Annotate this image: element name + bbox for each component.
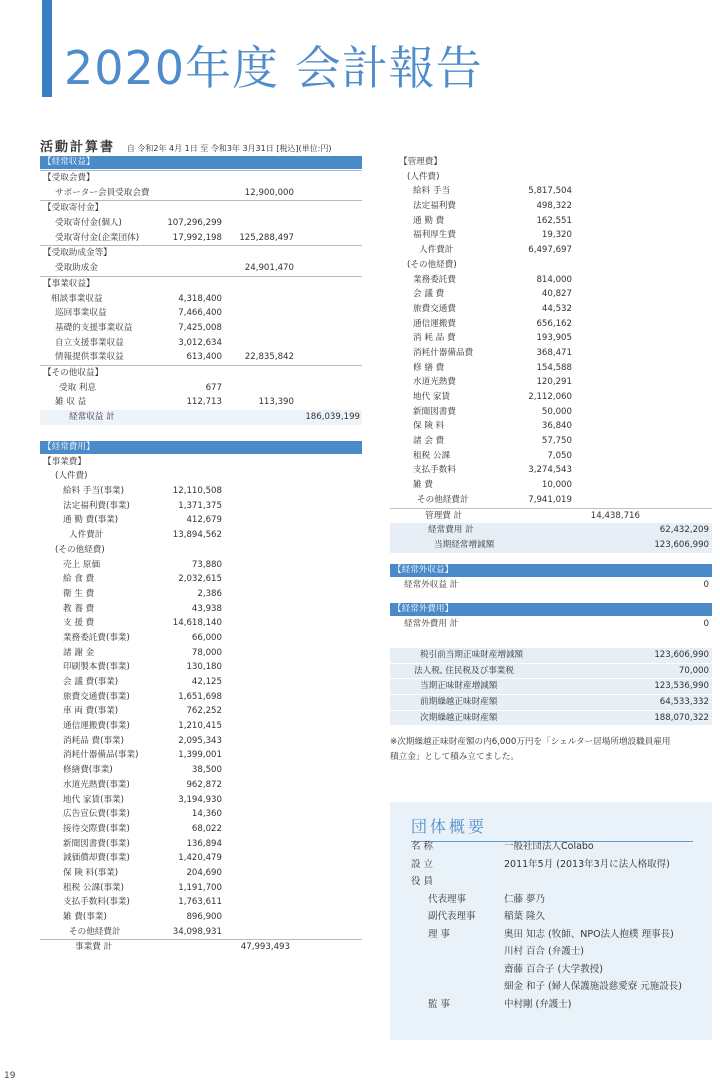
profile-value: 奥田 知志 (牧師、NPO法人抱樸 理事長) (504, 928, 674, 940)
row-label: 【受取寄付金】 (43, 203, 104, 214)
left-statement-column (40, 156, 362, 955)
row-label: 【受取会費】 (43, 173, 95, 183)
amount-col1: 40,827 (541, 289, 572, 300)
amount-col1: 34,098,931 (172, 926, 222, 937)
amount-col1: 120,291 (536, 377, 572, 388)
expense-row (40, 513, 362, 528)
admin-row (390, 375, 712, 390)
profile-value: 2011年5月 (2013年3月に法人格取得) (504, 858, 670, 870)
amount-col1: 7,050 (547, 450, 572, 461)
row-label: 水道光熱費(事業) (63, 779, 130, 790)
income-row (40, 245, 362, 261)
expense-row (40, 587, 362, 602)
amount-col1: 12,110,508 (172, 486, 222, 497)
expense-row (40, 822, 362, 837)
amount-col2: 22,835,842 (244, 352, 294, 363)
statement-subtitle (40, 136, 331, 155)
amount-col1: 1,399,001 (178, 750, 222, 761)
row-label: 接待交際費(事業) (63, 823, 130, 834)
nonop-income-header: 【経常外収益】 (390, 564, 712, 577)
row-label: 法定福利費 (413, 201, 456, 212)
row-label: 【事業収益】 (43, 278, 95, 289)
row-label: 保 険 料 (413, 421, 445, 432)
amount-col1: 73,880 (191, 559, 222, 570)
amount-col1: 154,588 (536, 362, 572, 373)
amount-col1: 17,992,198 (172, 232, 222, 243)
row-label: 売上 原価 (63, 559, 101, 570)
summary-rows (390, 648, 712, 725)
expense-row (40, 895, 362, 910)
statement-period: 自 令和2年 4月 1日 至 令和3年 3月31日 [税込](単位:円) (126, 144, 332, 153)
profile-value: 川村 百合 (弁護士) (504, 946, 584, 957)
row-label: 広告宣伝費(事業) (63, 809, 130, 820)
profile-value: 仁藤 夢乃 (504, 893, 546, 905)
row-label: 通 勤 費(事業) (63, 515, 119, 526)
row-label: 税引前当期正味財産増減額 (420, 649, 524, 660)
row-label: 衛 生 費 (63, 588, 95, 599)
expense-row (40, 704, 362, 719)
amount-col1: 2,112,060 (528, 392, 572, 402)
row-label: 受取 利息 (59, 382, 97, 393)
row-label: (人件費) (55, 471, 88, 482)
row-label: 相談事業収益 (51, 293, 103, 304)
amount-col1: 368,471 (536, 347, 572, 358)
amount-col1: 7,425,008 (178, 322, 222, 333)
summary-row (390, 695, 712, 710)
section-spacer (390, 592, 712, 603)
income-row (40, 216, 362, 231)
expense-row (40, 939, 362, 955)
row-label: 【受取助成金等】 (43, 248, 112, 259)
row-label: 管理費 計 (425, 510, 463, 521)
expense-row (40, 734, 362, 749)
admin-row (390, 317, 712, 332)
row-label: (人件費) (407, 171, 440, 182)
expense-row (40, 807, 362, 822)
amount-col1: 43,938 (191, 603, 222, 614)
row-label: 自立支援事業収益 (55, 337, 124, 348)
row-label: 給 食 費 (63, 574, 95, 585)
row-label: 旅費交通費(事業) (63, 691, 130, 702)
profile-value: 稲葉 隆久 (504, 911, 546, 922)
amount-col1: 19,320 (541, 230, 572, 241)
admin-row (390, 508, 712, 524)
amount-col1: 14,360 (191, 809, 222, 820)
income-row (40, 365, 362, 381)
row-label: 減価償却費(事業) (63, 853, 130, 864)
income-row (40, 170, 362, 186)
row-label: 通 勤 費 (413, 215, 445, 226)
row-label: 新聞図書費(事業) (63, 838, 130, 849)
income-row (40, 292, 362, 307)
row-value: 123,536,990 (654, 681, 709, 692)
amount-col1: 762,252 (186, 706, 222, 717)
row-label: 印刷製本費(事業) (63, 662, 130, 673)
note-line: ※次期繰越正味財産額の内6,000万円を「シェルター居場所増設職員雇用 (390, 737, 671, 748)
nonop-expense-label: 経常外費用 計 (404, 619, 459, 630)
statement-title: 活動計算書 (40, 140, 116, 155)
amount-col1: 10,000 (541, 480, 572, 491)
organization-profile (390, 802, 712, 1040)
expense-row (40, 558, 362, 573)
profile-heading: 団体概要 (411, 814, 693, 842)
row-label: 教 養 費 (63, 603, 95, 614)
expense-row (40, 910, 362, 925)
amount-col1: 193,905 (536, 333, 572, 344)
amount-col1: 1,210,415 (178, 721, 222, 732)
expense-row (40, 602, 362, 617)
row-label: 当期正味財産増減額 (420, 681, 498, 692)
income-row (40, 186, 362, 201)
income-row (40, 410, 362, 425)
income-row (40, 276, 362, 292)
expense-row (40, 616, 362, 631)
amount-col1: 3,012,634 (178, 337, 222, 348)
admin-row (390, 170, 712, 185)
row-label: 修 繕 費 (413, 362, 445, 373)
amount-col1: 3,194,930 (178, 794, 222, 805)
expense-row (40, 925, 362, 940)
amount-col1: 4,318,400 (178, 293, 222, 304)
row-value: 64,533,332 (659, 697, 709, 707)
amount-col1: 42,125 (191, 677, 222, 687)
row-label: サポーター会員受取会費 (55, 187, 150, 198)
expense-row (40, 484, 362, 499)
nonop-income-row (390, 578, 712, 593)
expense-row (40, 793, 362, 808)
admin-row (390, 463, 712, 478)
row-label: 租税 公課 (413, 450, 451, 461)
expense-row (40, 881, 362, 896)
row-label: 福利厚生費 (413, 230, 456, 241)
admin-row (390, 287, 712, 302)
expense-row (40, 528, 362, 543)
admin-row (390, 346, 712, 361)
row-label: 保 険 料(事業) (63, 867, 119, 878)
profile-label: 理 事 (428, 928, 451, 940)
row-label: 消 耗 品 費 (413, 333, 456, 344)
nonop-expense-value: 0 (703, 619, 709, 630)
change-row (390, 538, 712, 553)
admin-row (390, 155, 712, 170)
amount-col1: 107,296,299 (167, 218, 222, 229)
profile-value: 細金 和子 (婦人保護施設慈愛寮 元施設長) (504, 981, 682, 992)
expense-total-value: 62,432,209 (659, 525, 709, 536)
row-label: 支 援 費 (63, 618, 95, 629)
row-label: 法定福利費(事業) (63, 500, 130, 511)
row-label: 消耗什器備品(事業) (63, 750, 139, 761)
admin-row (390, 273, 712, 288)
amount-col1: 896,900 (186, 912, 222, 922)
note-line: 積立金」として積み立てました。 (390, 752, 519, 763)
income-section-header: 【経常収益】 (40, 156, 362, 169)
income-row (40, 381, 362, 396)
amount-col1: 613,400 (186, 352, 222, 363)
row-label: 雑 収 益 (55, 397, 87, 408)
expense-row (40, 690, 362, 705)
amount-col1: 204,690 (186, 867, 222, 878)
expense-row (40, 646, 362, 661)
amount-col1: 1,651,698 (178, 691, 222, 702)
admin-row (390, 243, 712, 258)
amount-col1: 1,763,611 (178, 897, 222, 908)
amount-col1: 962,872 (186, 779, 222, 790)
profile-value: 中村剛 (弁護士) (504, 998, 572, 1010)
expense-row (40, 543, 362, 558)
income-rows (40, 170, 362, 425)
amount-col1: 498,322 (536, 201, 572, 212)
admin-row (390, 478, 712, 493)
amount-col1: 2,032,615 (178, 574, 222, 585)
admin-row (390, 405, 712, 420)
amount-col1: 3,274,543 (528, 465, 572, 476)
admin-row (390, 361, 712, 376)
admin-row (390, 493, 712, 508)
amount-col2: 113,390 (258, 397, 294, 408)
income-row (40, 306, 362, 321)
row-label: 諸 会 費 (413, 436, 445, 447)
nonop-expense-header: 【経常外費用】 (390, 603, 712, 616)
row-label: 会 議 費 (413, 289, 445, 300)
section-spacer (390, 553, 712, 564)
row-label: 諸 謝 金 (63, 647, 95, 658)
amount-col1: 7,466,400 (178, 308, 222, 319)
row-label: 次期繰越正味財産額 (420, 712, 498, 723)
change-label: 当期経常増減額 (434, 539, 495, 550)
row-label: 法人税, 住民税及び事業税 (414, 665, 514, 676)
amount-col1: 162,551 (536, 215, 572, 226)
summary-row (390, 648, 712, 663)
row-label: 受取寄付金(個人) (55, 218, 122, 229)
admin-row (390, 390, 712, 405)
amount-col1: 2,386 (197, 588, 222, 599)
row-label: 前期繰越正味財産額 (420, 697, 498, 707)
income-row (40, 231, 362, 246)
expense-row (40, 572, 362, 587)
row-label: 【その他収益】 (43, 367, 104, 378)
row-label: 業務委託費(事業) (63, 632, 130, 643)
amount-col1: 1,371,375 (178, 500, 222, 511)
expense-row (40, 866, 362, 881)
row-label: 通信運搬費(事業) (63, 721, 130, 732)
row-label: 地代 家賃 (413, 392, 451, 402)
admin-row (390, 419, 712, 434)
expense-row (40, 763, 362, 778)
row-label: 情報提供事業収益 (55, 352, 124, 363)
row-label: 受取助成金 (55, 263, 98, 274)
amount-col2: 14,438,716 (590, 510, 640, 521)
row-label: 新聞図書費 (413, 406, 456, 417)
row-label: 経常収益 計 (69, 412, 115, 422)
page-title: 2020年度 会計報告 (64, 41, 483, 95)
amount-col1: 7,941,019 (528, 494, 572, 505)
expense-row (40, 660, 362, 675)
row-label: (その他経費) (407, 259, 457, 270)
profile-label: 監 事 (428, 998, 451, 1010)
amount-col1: 13,894,562 (172, 530, 222, 541)
amount-col1: 14,618,140 (172, 618, 222, 629)
expense-row (40, 748, 362, 763)
row-label: その他経費計 (417, 494, 469, 505)
profile-label: 名 称 (411, 841, 434, 852)
amount-col1: 814,000 (536, 274, 572, 285)
amount-col1: 57,750 (541, 436, 572, 447)
expense-rows (40, 455, 362, 955)
expense-row (40, 675, 362, 690)
summary-row (390, 679, 712, 694)
row-label: 巡回事業収益 (55, 308, 107, 319)
amount-col1: 50,000 (541, 406, 572, 417)
admin-row (390, 331, 712, 346)
row-label: 支払手数料 (413, 465, 456, 476)
amount-col1: 1,420,479 (178, 853, 222, 864)
profile-value: 一般社団法人Colabo (504, 841, 594, 852)
admin-row (390, 302, 712, 317)
row-value: 70,000 (678, 665, 709, 676)
admin-row (390, 449, 712, 464)
expense-row (40, 837, 362, 852)
admin-row (390, 228, 712, 243)
nonop-income-label: 経常外収益 計 (404, 579, 459, 590)
income-row (40, 395, 362, 410)
right-statement-column (390, 155, 712, 765)
admin-rows (390, 155, 712, 523)
amount-col1: 412,679 (186, 515, 222, 526)
row-label: 人件費計 (419, 245, 454, 256)
row-label: 租税 公課(事業) (63, 882, 124, 893)
income-row (40, 336, 362, 351)
expense-row (40, 778, 362, 793)
income-row (40, 200, 362, 216)
row-label: 人件費計 (69, 530, 104, 541)
row-label: 通信運搬費 (413, 318, 456, 329)
expense-total-row (390, 523, 712, 538)
row-label: 【事業費】 (43, 456, 86, 467)
profile-value: 齋藤 百合子 (大学教授) (504, 963, 603, 975)
nonop-expense-row (390, 617, 712, 632)
expense-row (40, 499, 362, 514)
admin-row (390, 184, 712, 199)
row-label: 修繕費(事業) (63, 765, 113, 776)
expense-row (40, 631, 362, 646)
amount-col3: 186,039,199 (305, 412, 360, 422)
row-label: 会 議 費(事業) (63, 677, 119, 687)
row-label: 車 両 費(事業) (63, 706, 119, 717)
admin-row (390, 214, 712, 229)
row-label: 基礎的支援事業収益 (55, 322, 133, 333)
expense-section-header: 【経常費用】 (40, 441, 362, 454)
admin-row (390, 258, 712, 273)
expense-row (40, 469, 362, 484)
income-row (40, 261, 362, 276)
expense-row (40, 851, 362, 866)
row-label: 消耗品 費(事業) (63, 735, 124, 746)
profile-label: 代表理事 (428, 893, 467, 905)
amount-col1: 130,180 (186, 662, 222, 673)
amount-col1: 5,817,504 (528, 186, 572, 197)
amount-col1: 6,497,697 (528, 245, 572, 256)
amount-col1: 1,191,700 (178, 882, 222, 893)
row-label: 給料 手当 (413, 186, 451, 197)
row-label: 給料 手当(事業) (63, 486, 124, 497)
row-label: 雑 費 (413, 480, 433, 491)
reserve-note (390, 735, 712, 765)
row-label: 旅費交通費 (413, 303, 456, 314)
row-value: 123,606,990 (654, 649, 709, 660)
amount-col1: 78,000 (191, 647, 222, 658)
section-spacer (40, 425, 362, 441)
profile-label: 設 立 (411, 858, 434, 870)
amount-col1: 68,022 (191, 823, 222, 834)
row-label: 水道光熱費 (413, 377, 456, 388)
admin-row (390, 199, 712, 214)
profile-label: 副代表理事 (428, 911, 476, 922)
expense-row (40, 455, 362, 470)
row-label: 事業費 計 (75, 942, 113, 953)
row-label: 業務委託費 (413, 274, 456, 285)
amount-col2: 24,901,470 (244, 263, 294, 274)
expense-row (40, 719, 362, 734)
amount-col1: 136,894 (186, 838, 222, 849)
row-label: 地代 家賃(事業) (63, 794, 124, 805)
row-label: 支払手数料(事業) (63, 897, 130, 908)
row-label: (その他経費) (55, 544, 105, 555)
income-row (40, 350, 362, 365)
row-label: 【管理費】 (399, 157, 442, 167)
amount-col1: 656,162 (536, 318, 572, 329)
row-label: 消耗什器備品費 (413, 347, 474, 358)
title-accent-bar (42, 0, 52, 97)
amount-col1: 677 (205, 382, 222, 393)
amount-col1: 36,840 (541, 421, 572, 432)
amount-col1: 44,532 (541, 303, 572, 314)
summary-row (390, 664, 712, 679)
page-number: 19 (4, 1071, 16, 1081)
expense-total-label: 経常費用 計 (428, 525, 474, 536)
profile-label: 役 員 (411, 876, 434, 887)
amount-col2: 47,993,493 (240, 942, 290, 953)
row-label: 受取寄付金(企業団体) (55, 232, 140, 243)
summary-row (390, 711, 712, 726)
row-label: その他経費計 (69, 926, 121, 937)
income-row (40, 321, 362, 336)
amount-col2: 12,900,000 (244, 187, 294, 198)
amount-col1: 2,095,343 (178, 735, 222, 746)
admin-row (390, 434, 712, 449)
nonop-income-value: 0 (703, 579, 709, 590)
row-value: 188,070,322 (654, 712, 709, 723)
amount-col1: 66,000 (191, 632, 222, 643)
change-value: 123,606,990 (654, 539, 709, 550)
section-spacer (390, 632, 712, 648)
amount-col1: 112,713 (186, 397, 222, 408)
amount-col1: 38,500 (191, 765, 222, 776)
amount-col2: 125,288,497 (239, 232, 294, 243)
row-label: 雑 費(事業) (63, 912, 107, 922)
